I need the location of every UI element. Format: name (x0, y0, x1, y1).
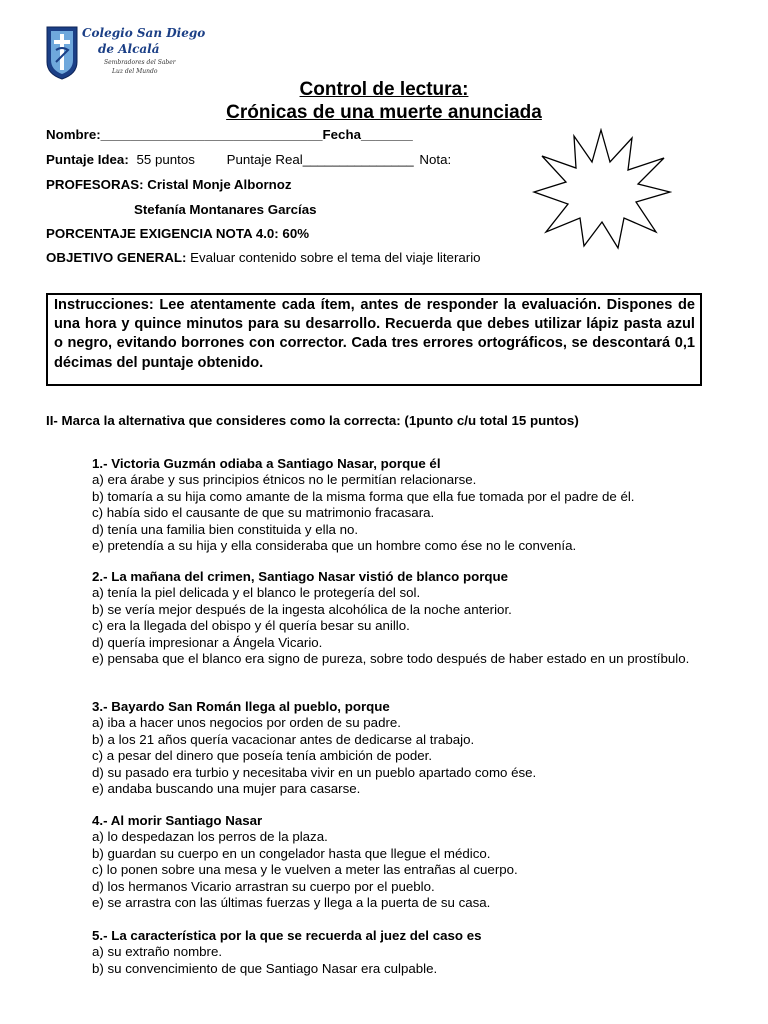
option-e: e) se arrastra con las últimas fuerzas y llega a la puerta de su casa. (92, 895, 491, 911)
question-title: 1.- Victoria Guzmán odiaba a Santiago Nasar, porque él (92, 456, 441, 471)
option-c: c) lo ponen sobre una mesa y le vuelven a meter las entrañas al cuerpo. (92, 862, 518, 878)
option-b: b) se vería mejor después de la ingesta alcohólica de la noche anterior. (92, 601, 512, 617)
teachers-label: PROFESORAS: (46, 177, 144, 192)
grade-star-icon (530, 128, 672, 250)
date-field[interactable]: _______ (360, 127, 413, 142)
option-c: c) era la llegada del obispo y él quería besar su anillo. (92, 618, 410, 634)
option-a: a) era árabe y sus principios étnicos no le permitían relacionarse. (92, 472, 477, 488)
option-b: b) guardan su cuerpo en un congelador hasta que llegue el médico. (92, 845, 491, 861)
section-heading: II- Marca la alternativa que consideres como la correcta: (1punto c/u total 15 puntos) (46, 413, 579, 428)
teacher-2: Stefanía Montanares Garcías (134, 202, 317, 217)
name-label: Nombre: (46, 127, 101, 142)
school-logo (46, 22, 206, 84)
option-d: d) su pasado era turbio y necesitaba vivir en un pueblo apartado como ése. (92, 764, 537, 780)
teacher-1: Cristal Monje Albornoz (147, 177, 292, 192)
question-title: 5.- La característica por la que se recuerda al juez del caso es (92, 928, 482, 943)
option-a: a) lo despedazan los perros de la plaza. (92, 829, 328, 845)
option-b: b) tomaría a su hija como amante de la misma forma que ella fue tomada por el padre de él. (92, 488, 635, 504)
option-a: a) tenía la piel delicada y el blanco le protegería del sol. (92, 585, 421, 601)
option-c: c) había sido el causante de que su matrimonio fracasara. (92, 505, 435, 521)
shield-icon (46, 26, 78, 80)
objective-row (46, 250, 481, 265)
option-b: b) a los 21 años quería vacacionar antes de dedicarse al trabajo. (92, 731, 475, 747)
score-row (46, 152, 451, 167)
instructions-box: Instrucciones: Lee atentamente cada ítem, antes de responder la evaluación. Dispones de una hora y quince minutos para su desarrollo. Recuerda que debes utilizar lápiz pasta azul o negro, evitando borrones con corrector. Cada tres errores ortográficos, se descontará 0,1 décimas del puntaje obtenido. (46, 293, 702, 386)
option-d: d) los hermanos Vicario arrastran su cuerpo por el pueblo. (92, 878, 435, 894)
name-field[interactable]: ______________________________ (100, 127, 323, 142)
option-b: b) su convencimiento de que Santiago Nasar era culpable. (92, 960, 438, 976)
school-name-line1: Colegio San Diego (82, 26, 206, 40)
objective-label: OBJETIVO GENERAL: (46, 250, 187, 265)
real-score-label: Puntaje Real (226, 152, 303, 167)
option-d: d) quería impresionar a Ángela Vicario. (92, 634, 323, 650)
option-d: d) tenía una familia bien constituida y ella no. (92, 521, 359, 537)
option-a: a) iba a hacer unos negocios por orden de su padre. (92, 715, 401, 731)
objective-text: Evaluar contenido sobre el tema del viaje literario (190, 250, 481, 265)
teachers-row (46, 177, 292, 192)
question-3 (92, 699, 536, 797)
ideal-score-value: 55 puntos (136, 152, 195, 167)
real-score-field[interactable]: _______________ (302, 152, 414, 167)
student-name-row (46, 127, 413, 142)
question-title: 4.- Al morir Santiago Nasar (92, 813, 263, 828)
passing-percentage: PORCENTAJE EXIGENCIA NOTA 4.0: 60% (46, 226, 310, 241)
page-subtitle: Crónicas de una muerte anunciada (226, 102, 542, 123)
school-motto-line2: Luz del Mundo (112, 68, 158, 75)
option-e: e) pensaba que el blanco era signo de pureza, sobre todo después de haber estado en un prostíbulo. (92, 651, 690, 667)
question-title: 3.- Bayardo San Román llega al pueblo, porque (92, 699, 390, 714)
option-e: e) andaba buscando una mujer para casarse. (92, 781, 361, 797)
school-name-line2: de Alcalá (98, 42, 160, 56)
page-title: Control de lectura: (299, 79, 469, 100)
school-motto-line1: Sembradores del Saber (104, 59, 176, 66)
option-a: a) su extraño nombre. (92, 944, 223, 960)
grade-label: Nota: (419, 152, 452, 167)
option-e: e) pretendía a su hija y ella consideraba que un hombre como ése no le convenía. (92, 538, 577, 554)
question-4 (92, 813, 518, 911)
question-title: 2.- La mañana del crimen, Santiago Nasar vistió de blanco porque (92, 569, 509, 584)
question-2 (92, 569, 723, 667)
date-label: Fecha (322, 127, 361, 142)
question-5 (92, 928, 482, 977)
option-c: c) a pesar del dinero que poseía tenía ambición de poder. (92, 748, 433, 764)
question-1 (92, 456, 635, 554)
ideal-score-label: Puntaje Idea: (46, 152, 129, 167)
